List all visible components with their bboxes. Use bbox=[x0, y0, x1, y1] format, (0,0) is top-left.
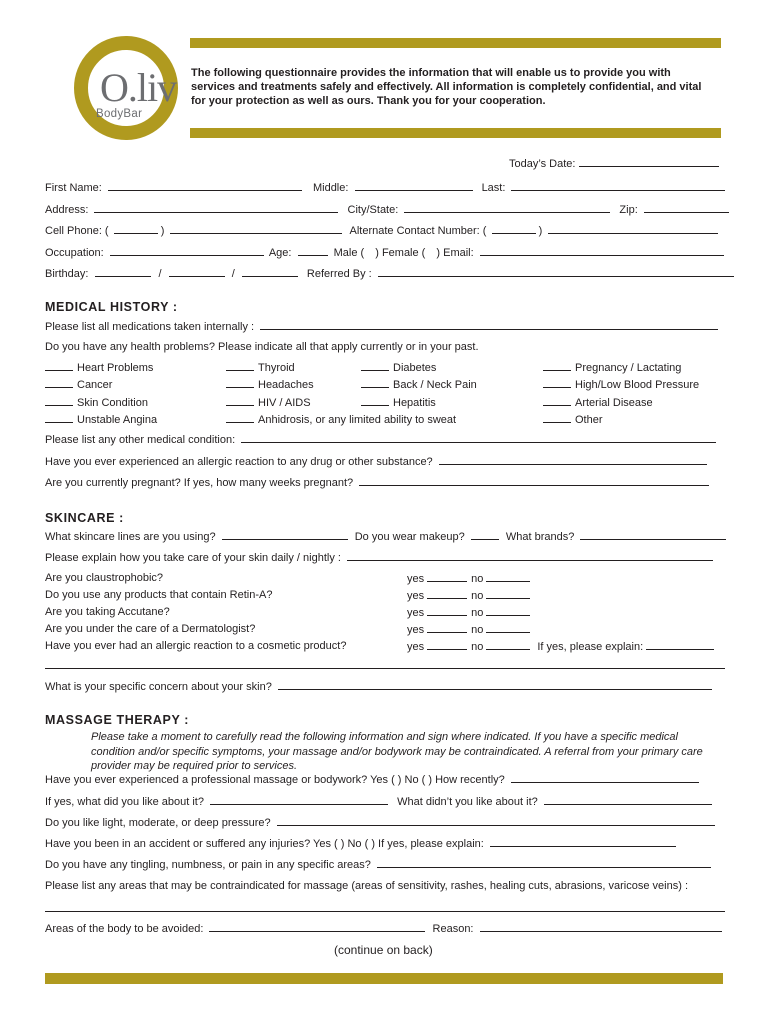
skincare-title: SKINCARE : bbox=[45, 511, 124, 525]
birthday-row bbox=[45, 267, 734, 280]
other-condition-field[interactable] bbox=[241, 433, 716, 443]
no-label: no bbox=[471, 641, 484, 653]
no-label: no bbox=[471, 590, 484, 602]
cell-area-code-field[interactable] bbox=[114, 224, 158, 234]
condition-checkbox-line[interactable] bbox=[226, 396, 254, 406]
intro-paragraph: The following questionnaire provides the information that will enable us to provide you with services and treatments safely and effectively. All information is completely confidential, and vital for your protection as well as ours. Thank you for your cooperation. bbox=[191, 67, 702, 107]
age-label: Age: bbox=[268, 247, 292, 259]
massage-like-field[interactable] bbox=[210, 795, 388, 805]
condition-label: Hepatitis bbox=[393, 397, 436, 409]
yes-label: yes bbox=[407, 624, 425, 636]
first-name-field[interactable] bbox=[108, 181, 302, 191]
logo-main-text: O.liv bbox=[100, 65, 177, 110]
condition-label: Skin Condition bbox=[77, 397, 148, 409]
no-label: no bbox=[471, 624, 484, 636]
condition-checkbox-line[interactable] bbox=[226, 413, 254, 423]
avoided-label: Areas of the body to be avoided: bbox=[45, 923, 204, 935]
no-field[interactable] bbox=[486, 623, 530, 633]
reason-label: Reason: bbox=[432, 923, 474, 935]
massage-like-label: If yes, what did you like about it? bbox=[45, 796, 204, 808]
condition-item bbox=[543, 413, 603, 426]
accident-label: Have you been in an accident or suffered any injuries? Yes ( ) No ( ) If yes, please explain: bbox=[45, 838, 484, 850]
city-state-field[interactable] bbox=[404, 203, 610, 213]
alt-area-code-field[interactable] bbox=[492, 224, 536, 234]
occupation-row bbox=[45, 246, 724, 259]
birthday-slash-2: / bbox=[231, 268, 235, 280]
condition-label: Back / Neck Pain bbox=[393, 379, 477, 391]
no-label: no bbox=[471, 573, 484, 585]
skin-question-answers bbox=[407, 589, 530, 602]
female-label[interactable]: ) Female ( bbox=[375, 247, 426, 259]
middle-name-label: Middle: bbox=[312, 182, 349, 194]
medications-row bbox=[45, 320, 718, 333]
age-field[interactable] bbox=[298, 246, 328, 256]
birthday-day-field[interactable] bbox=[169, 267, 225, 277]
skin-daily-label: Please explain how you take care of your skin daily / nightly : bbox=[45, 552, 341, 564]
pregnant-field[interactable] bbox=[359, 476, 709, 486]
alt-phone-field[interactable] bbox=[548, 224, 718, 234]
skin-question-answers bbox=[407, 640, 714, 653]
no-field[interactable] bbox=[486, 572, 530, 582]
skin-daily-row bbox=[45, 551, 713, 564]
allergic-label: Have you ever experienced an allergic reaction to any drug or other substance? bbox=[45, 456, 433, 468]
if-yes-label: If yes, please explain: bbox=[537, 641, 644, 653]
massage-experience-row bbox=[45, 773, 699, 786]
condition-checkbox-line[interactable] bbox=[543, 413, 571, 423]
makeup-label: Do you wear makeup? bbox=[354, 531, 465, 543]
condition-checkbox-line[interactable] bbox=[543, 361, 571, 371]
skin-daily-field[interactable] bbox=[347, 551, 713, 561]
birthday-year-field[interactable] bbox=[242, 267, 298, 277]
makeup-field[interactable] bbox=[471, 530, 499, 540]
pressure-label: Do you like light, moderate, or deep pressure? bbox=[45, 817, 271, 829]
condition-item bbox=[361, 396, 436, 409]
birthday-slash-1: / bbox=[158, 268, 162, 280]
occupation-field[interactable] bbox=[110, 246, 264, 256]
footer-bar bbox=[45, 973, 723, 984]
last-name-field[interactable] bbox=[511, 181, 725, 191]
condition-checkbox-line[interactable] bbox=[361, 396, 389, 406]
massage-experience-label: Have you ever experienced a professional massage or bodywork? Yes ( ) No ( ) How recently? bbox=[45, 774, 505, 786]
tingling-label: Do you have any tingling, numbness, or pain in any specific areas? bbox=[45, 859, 371, 871]
skin-question-answers bbox=[407, 623, 530, 636]
condition-item bbox=[45, 361, 153, 374]
other-condition-label: Please list any other medical condition: bbox=[45, 434, 236, 446]
condition-item bbox=[226, 378, 314, 391]
condition-checkbox-line[interactable] bbox=[361, 361, 389, 371]
massage-recently-field[interactable] bbox=[511, 773, 699, 783]
no-field[interactable] bbox=[486, 589, 530, 599]
condition-item bbox=[361, 378, 477, 391]
condition-item bbox=[543, 378, 699, 391]
pressure-field[interactable] bbox=[277, 816, 715, 826]
skin-question-label: Have you ever had an allergic reaction to a cosmetic product? bbox=[45, 640, 347, 652]
brands-field[interactable] bbox=[580, 530, 726, 540]
yes-field[interactable] bbox=[427, 589, 467, 599]
zip-label: Zip: bbox=[619, 204, 638, 216]
brand-logo bbox=[74, 36, 178, 140]
skincare-lines-label: What skincare lines are you using? bbox=[45, 531, 216, 543]
contraindicated-line[interactable] bbox=[45, 911, 725, 912]
condition-label: HIV / AIDS bbox=[258, 397, 311, 409]
allergic-field[interactable] bbox=[439, 455, 707, 465]
first-name-row bbox=[45, 181, 725, 194]
cell-close-paren: ) bbox=[160, 225, 165, 237]
massage-dislike-field[interactable] bbox=[544, 795, 712, 805]
cosmetic-explain-line[interactable] bbox=[45, 668, 725, 669]
condition-checkbox-line[interactable] bbox=[226, 361, 254, 371]
yes-field[interactable] bbox=[427, 572, 467, 582]
yes-label: yes bbox=[407, 641, 425, 653]
cell-phone-label: Cell Phone: ( bbox=[45, 225, 109, 237]
condition-label: Diabetes bbox=[393, 362, 437, 374]
pressure-row bbox=[45, 816, 715, 829]
condition-label: Pregnancy / Lactating bbox=[575, 362, 682, 374]
condition-item bbox=[45, 396, 148, 409]
avoided-row bbox=[45, 922, 722, 935]
condition-item bbox=[45, 413, 157, 426]
accident-field[interactable] bbox=[490, 837, 676, 847]
reason-field[interactable] bbox=[480, 922, 722, 932]
yes-label: yes bbox=[407, 573, 425, 585]
avoided-field[interactable] bbox=[209, 922, 425, 932]
condition-checkbox-line[interactable] bbox=[543, 378, 571, 388]
skin-question-answers bbox=[407, 606, 530, 619]
condition-item bbox=[226, 361, 295, 374]
occupation-label: Occupation: bbox=[45, 247, 104, 259]
skin-question-label: Are you taking Accutane? bbox=[45, 606, 170, 618]
condition-label: High/Low Blood Pressure bbox=[575, 379, 700, 391]
condition-checkbox-line[interactable] bbox=[45, 378, 73, 388]
alt-contact-label: Alternate Contact Number: ( bbox=[349, 225, 487, 237]
skincare-lines-row bbox=[45, 530, 726, 543]
condition-checkbox-line[interactable] bbox=[361, 378, 389, 388]
condition-label: Thyroid bbox=[258, 362, 295, 374]
tingling-row bbox=[45, 858, 711, 871]
condition-checkbox-line[interactable] bbox=[45, 361, 73, 371]
condition-item bbox=[226, 396, 311, 409]
email-label: ) Email: bbox=[436, 247, 474, 259]
massage-dislike-label: What didn’t you like about it? bbox=[397, 796, 538, 808]
skin-concern-field[interactable] bbox=[278, 680, 712, 690]
condition-checkbox-line[interactable] bbox=[45, 413, 73, 423]
male-label[interactable]: Male ( bbox=[333, 247, 365, 259]
cell-phone-field[interactable] bbox=[170, 224, 342, 234]
massage-title: MASSAGE THERAPY : bbox=[45, 713, 190, 727]
city-state-label: City/State: bbox=[347, 204, 399, 216]
pregnant-label: Are you currently pregnant? If yes, how many weeks pregnant? bbox=[45, 477, 354, 489]
skin-question-label: Are you under the care of a Dermatologist? bbox=[45, 623, 256, 635]
skincare-lines-field[interactable] bbox=[222, 530, 348, 540]
condition-item bbox=[361, 361, 436, 374]
referred-by-field[interactable] bbox=[378, 267, 734, 277]
todays-date-field[interactable] bbox=[579, 157, 719, 167]
yes-field[interactable] bbox=[427, 623, 467, 633]
first-name-label: First Name: bbox=[45, 182, 102, 194]
yes-field[interactable] bbox=[427, 606, 467, 616]
yes-label: yes bbox=[407, 607, 425, 619]
condition-checkbox-line[interactable] bbox=[543, 396, 571, 406]
condition-item bbox=[543, 361, 681, 374]
if-yes-field[interactable] bbox=[646, 640, 714, 650]
condition-label: Anhidrosis, or any limited ability to sweat bbox=[258, 414, 457, 426]
header-top-bar bbox=[190, 38, 721, 48]
contraindicated-label: Please list any areas that may be contraindicated for massage (areas of sensitivity, rashes, healing cuts, abrasions, varicose veins) : bbox=[45, 880, 688, 892]
massage-note: Please take a moment to carefully read the following information and sign where indicated. If you have a specific medical condition and/or specific symptoms, your massage and/or bodywork may be contraindicated. A referral from your primary care provider may be required prior to services. bbox=[91, 731, 703, 772]
referred-by-label: Referred By : bbox=[306, 268, 372, 280]
condition-label: Heart Problems bbox=[77, 362, 154, 374]
skin-concern-label: What is your specific concern about your skin? bbox=[45, 681, 272, 693]
health-problems-prompt: Do you have any health problems? Please indicate all that apply currently or in your past. bbox=[45, 341, 479, 353]
address-row bbox=[45, 203, 729, 216]
pregnant-row bbox=[45, 476, 709, 489]
address-field[interactable] bbox=[94, 203, 338, 213]
zip-field[interactable] bbox=[644, 203, 729, 213]
skin-concern-row bbox=[45, 680, 712, 693]
condition-label: Headaches bbox=[258, 379, 314, 391]
other-condition-row bbox=[45, 433, 716, 446]
condition-label: Unstable Angina bbox=[77, 414, 158, 426]
condition-label: Arterial Disease bbox=[575, 397, 653, 409]
medications-field[interactable] bbox=[260, 320, 718, 330]
condition-label: Cancer bbox=[77, 379, 113, 391]
last-name-label: Last: bbox=[481, 182, 506, 194]
tingling-field[interactable] bbox=[377, 858, 711, 868]
no-label: no bbox=[471, 607, 484, 619]
medical-history-title: MEDICAL HISTORY : bbox=[45, 300, 178, 314]
no-field[interactable] bbox=[486, 606, 530, 616]
yes-field[interactable] bbox=[427, 640, 467, 650]
birthday-month-field[interactable] bbox=[95, 267, 151, 277]
skin-question-label: Are you claustrophobic? bbox=[45, 572, 164, 584]
medications-label: Please list all medications taken internally : bbox=[45, 321, 255, 333]
skin-question-answers bbox=[407, 572, 530, 585]
header-bottom-bar bbox=[190, 128, 721, 138]
allergic-row bbox=[45, 455, 707, 468]
continue-on-back: (continue on back) bbox=[334, 943, 433, 957]
accident-row bbox=[45, 837, 676, 850]
middle-name-field[interactable] bbox=[355, 181, 473, 191]
skin-question-label: Do you use any products that contain Retin-A? bbox=[45, 589, 273, 601]
yes-label: yes bbox=[407, 590, 425, 602]
condition-label: Other bbox=[575, 414, 603, 426]
condition-item bbox=[45, 378, 112, 391]
email-field[interactable] bbox=[480, 246, 724, 256]
condition-item bbox=[226, 413, 456, 426]
phone-row bbox=[45, 224, 718, 237]
condition-checkbox-line[interactable] bbox=[45, 396, 73, 406]
no-field[interactable] bbox=[486, 640, 530, 650]
brands-label: What brands? bbox=[505, 531, 575, 543]
massage-like-row bbox=[45, 795, 712, 808]
logo-sub-text: BodyBar bbox=[96, 108, 143, 120]
todays-date-row bbox=[509, 157, 719, 170]
condition-checkbox-line[interactable] bbox=[226, 378, 254, 388]
alt-close-paren: ) bbox=[538, 225, 543, 237]
birthday-label: Birthday: bbox=[45, 268, 89, 280]
condition-item bbox=[543, 396, 653, 409]
address-label: Address: bbox=[45, 204, 89, 216]
todays-date-label: Today’s Date: bbox=[509, 158, 576, 170]
